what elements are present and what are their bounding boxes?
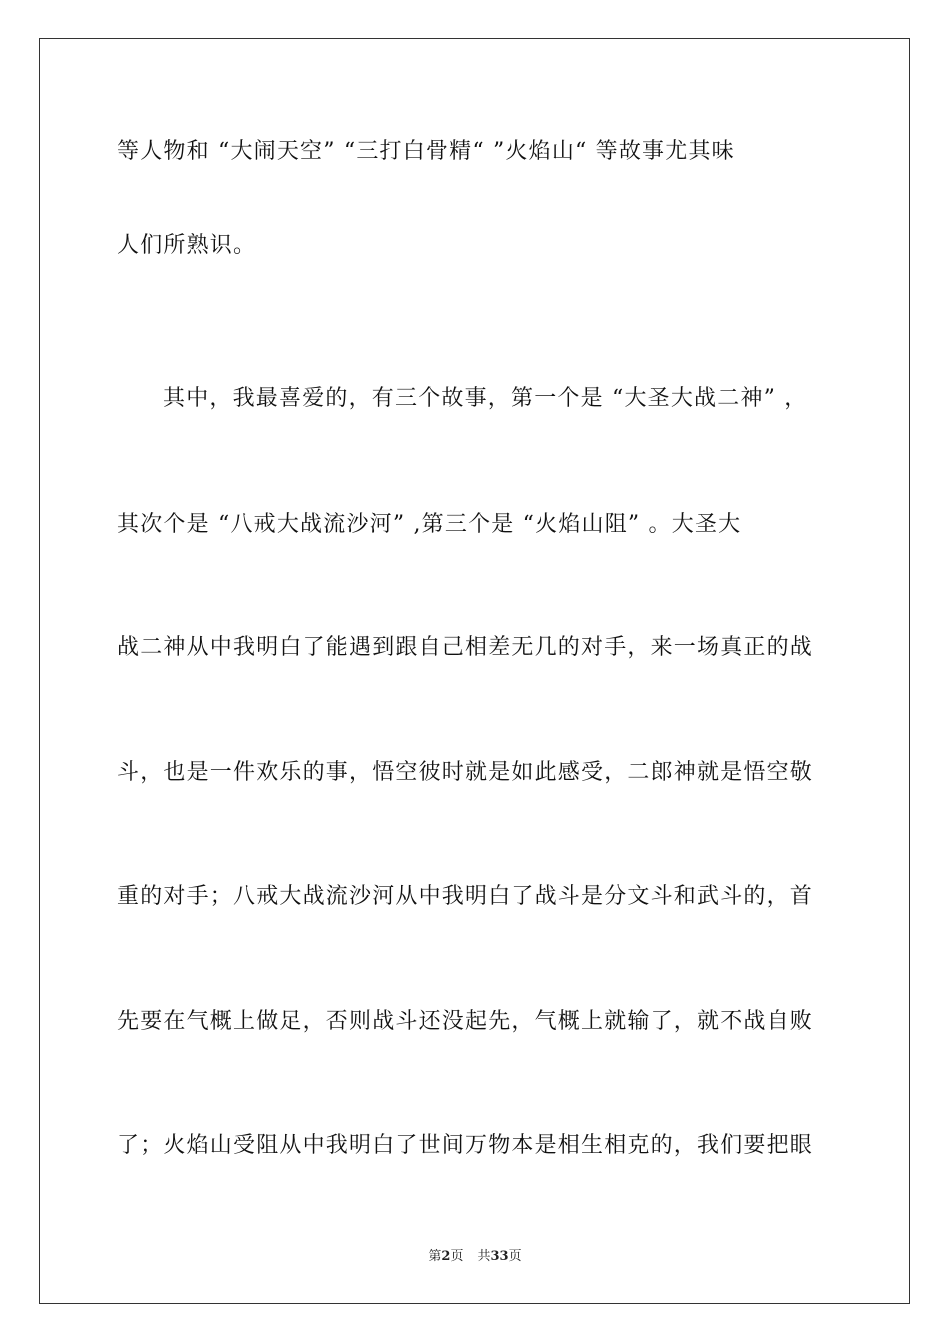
page-suffix: 页 — [450, 1249, 464, 1264]
text-line-1: 等人物和 “大闹天空” “三打白骨精“ ”火焰山“ 等故事尤其味 — [117, 139, 735, 164]
page-footer — [0, 1248, 950, 1266]
page-border — [39, 38, 910, 1304]
text-line-4: 其次个是 “八戒大战流沙河” ,第三个是 “火焰山阻” 。大圣大 — [117, 512, 742, 537]
total-suffix: 页 — [508, 1249, 522, 1264]
text-line-6: 斗，也是一件欢乐的事，悟空彼时就是如此感受，二郎神就是悟空敬 — [117, 760, 814, 785]
text-line-8: 先要在气概上做足，否则战斗还没起先，气概上就输了，就不战自败 — [117, 1009, 814, 1034]
page-number: 2 — [441, 1249, 451, 1264]
text-line-2: 人们所熟识。 — [117, 233, 257, 258]
page-prefix: 第 — [428, 1249, 442, 1264]
text-line-5: 战二神从中我明白了能遇到跟自己相差无几的对手，来一场真正的战 — [117, 635, 814, 660]
total-prefix: 共 — [477, 1249, 491, 1264]
total-pages: 33 — [490, 1249, 509, 1264]
text-line-3: 其中，我最喜爱的，有三个故事，第一个是 “大圣大战二神” ， — [163, 386, 808, 411]
text-line-9: 了；火焰山受阻从中我明白了世间万物本是相生相克的，我们要把眼 — [117, 1133, 814, 1158]
text-line-7: 重的对手；八戒大战流沙河从中我明白了战斗是分文斗和武斗的，首 — [117, 884, 814, 909]
